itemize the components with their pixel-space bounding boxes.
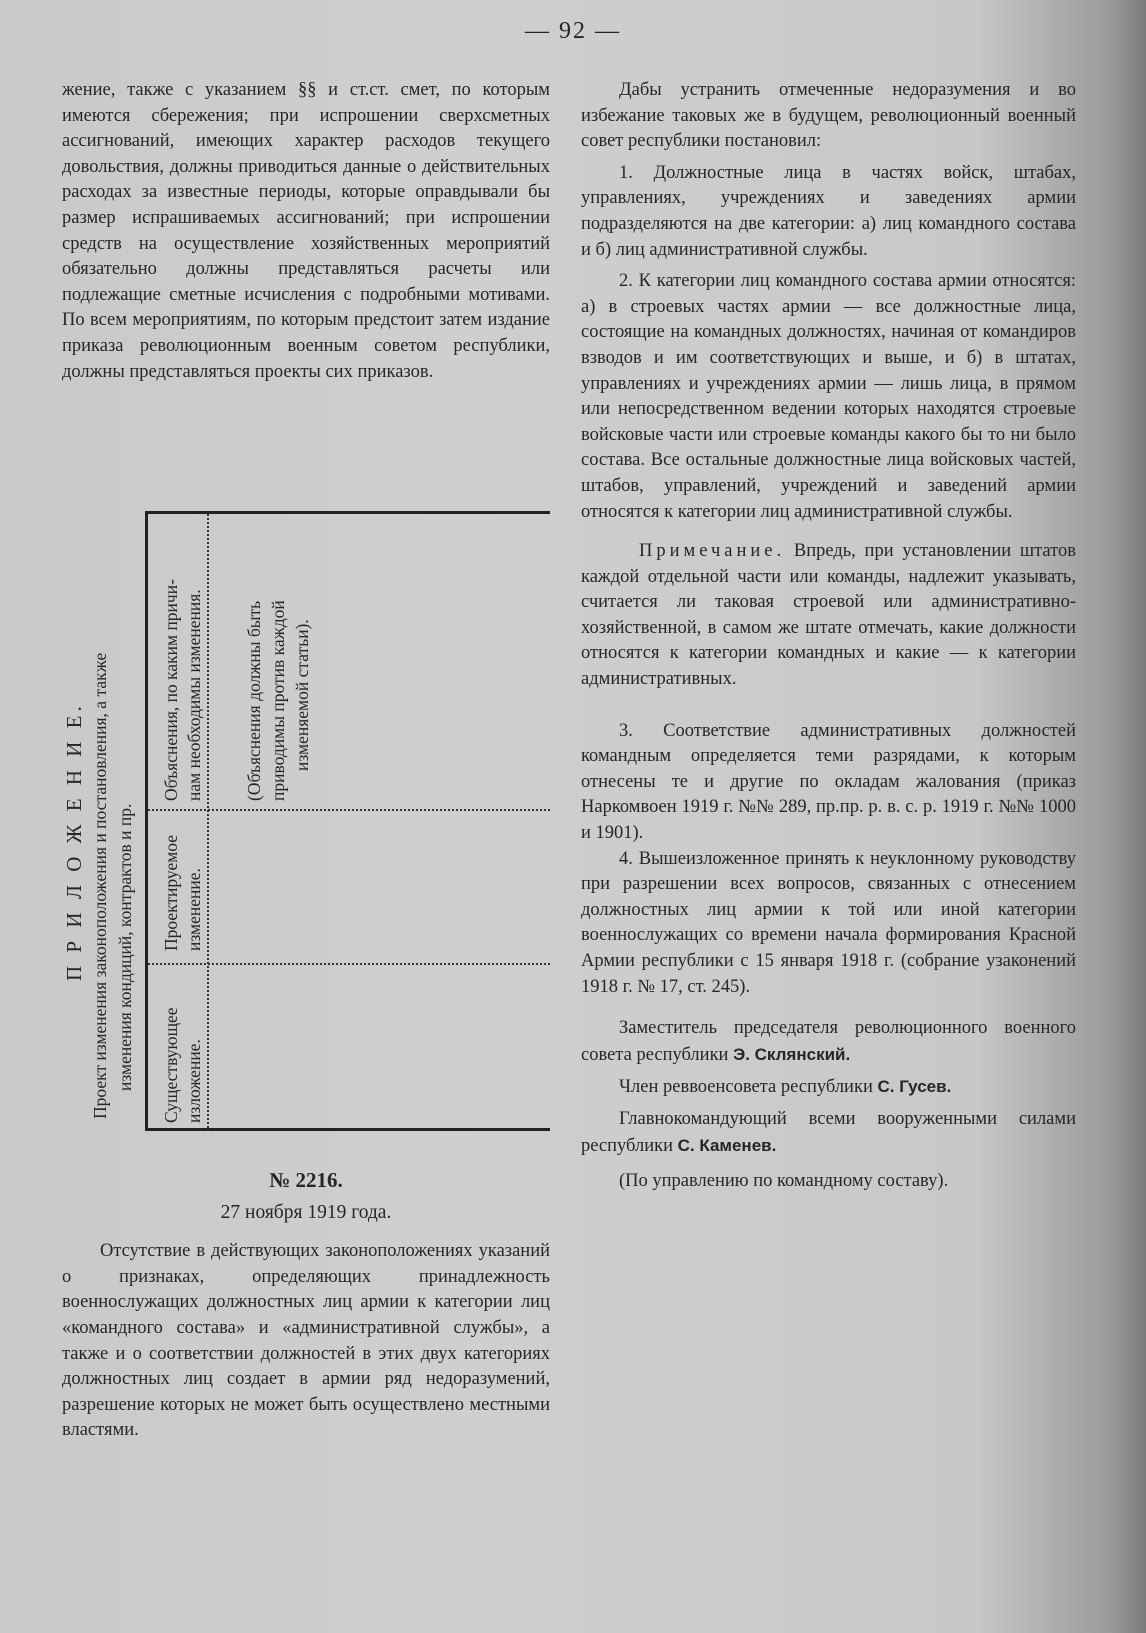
column-header-existing-2: изложение.: [184, 1039, 204, 1123]
table-inner-vrule: [207, 511, 209, 1131]
order-intro: Отсутствие в действующих законоположениях указаний о признаках, определяющих принадлежность военнослужащих должностных лиц армии к категории лиц «командного состава» и «административной службы», а также и о соответствии должностей в этих двух категориях должностных лиц создает в армии ряд недоразумений, разрешение которых не может быть осуществлено местными властями.: [62, 1241, 550, 1441]
note-paragraph: [581, 539, 1076, 693]
table-left-rule: [145, 511, 148, 1131]
left-column-top: [62, 78, 550, 385]
signature-2: [581, 1074, 1076, 1101]
note-text: Впредь, при установлении штатов каждой отдельной части или команды, надлежит указывать, считается ли таковая строевой или административно-хозяйственной, в самом же штате отмечать, какие должности относятся к категории командных и какие — к категории административных.: [581, 541, 1076, 690]
explanation-note-1: (Объяснения должны быть: [244, 600, 264, 801]
column-header-explanation: Объяснения, по каким причи-: [161, 579, 181, 801]
order-number: № 2216.: [269, 1168, 343, 1192]
page-number: — 92 —: [525, 18, 621, 44]
decree-paragraph: Дабы устранить отмеченные недоразумения и во избежание таковых же в будущем, революционный военный совет республики постановил:: [581, 80, 1076, 152]
appendix-subtitle-1: Проект изменения законоположения и постановления, а также: [90, 652, 110, 1119]
order-date: 27 ноября 1919 года.: [220, 1201, 392, 1223]
footer-note: (По управлению по командному составу).: [619, 1171, 949, 1192]
point-1: 1. Должностные лица в частях войск, штабах, управлениях, учреждениях и заведениях армии подразделяются на две категории: а) лиц командного состава и б) лиц административной службы.: [581, 162, 1076, 260]
appendix-table: [62, 511, 550, 1131]
column-header-proposed: Проектируемое: [161, 834, 181, 951]
appendix-title: П Р И Л О Ж Е Н И Е.: [62, 702, 86, 981]
table-top-rule: [145, 511, 550, 514]
right-column: [581, 78, 1076, 1195]
point-2: 2. К категории лиц командного состава армии относятся: а) в строевых частях армии — все должностные лица, состоящие на командных должностях, начиная от командиров взводов и им соответствующих и выше, и б) в штатах, управлениях и учреждениях армии — лишь лица, в прямом или непосредственном ведении которых находятся строевые войсковые части или строевые команды какого бы то ни было состава. Все остальные должностные лица войсковых частей, штабов, управлений, учреждений и заведений армии относятся к категории лиц административной службы.: [581, 271, 1076, 522]
explanation-note-3: изменяемой статьи).: [292, 619, 312, 771]
signature-1-name: Э. Склянский.: [733, 1044, 851, 1064]
column-header-explanation-2: нам необходимы изменения.: [184, 589, 204, 801]
point-4: 4. Вышеизложенное принять к неуклонному руководству при разрешении всех вопросов, связанных с отнесением должностных лиц армии к той или иной категории военнослужащих со времени начала формирования Красной Армии республики с 15 января 1918 г. (собрание узаконений 1918 г. № 17, ст. 245).: [581, 848, 1076, 997]
table-bottom-rule: [145, 1128, 550, 1131]
column-header-proposed-2: изменение.: [184, 868, 204, 951]
note-label: Примечание.: [639, 541, 786, 562]
table-row-divider-2: [148, 809, 550, 811]
order-block: [62, 1168, 550, 1444]
signature-3: [581, 1107, 1076, 1159]
signature-2-name: С. Гусев.: [877, 1077, 952, 1097]
column-header-existing: Существующее: [161, 1007, 181, 1123]
left-paragraph: жение, также с указанием §§ и ст.ст. смет, по которым имеются сбережения; при испрошении сверхсметных ассигнований, имеющих характер расходов текущего довольствия, должны приводиться данные о действительных расходах за известные периоды, которые оправдывали бы размер испрашиваемых ассигнований; при испрошении средств на осуществление хозяйственных мероприятий обязательно должны представляться расчеты или подлежащие сметные исчисления с подробными мотивами. По всем мероприятиям, по которым предстоит затем издание приказа революционным военным советом республики, должны представляться проекты сих приказов.: [62, 80, 550, 382]
table-row-divider-1: [148, 963, 550, 965]
signature-3-name: С. Каменев.: [677, 1135, 777, 1155]
signature-3-title: Главнокомандующий всеми вооруженными силами республики: [581, 1108, 1076, 1156]
signature-2-title: Член реввоенсовета республики: [619, 1077, 873, 1098]
signature-1-title: Заместитель председателя революционного военного совета республики: [581, 1018, 1076, 1065]
explanation-note-2: приводимы против каждой: [268, 600, 288, 801]
signature-1: [581, 1016, 1076, 1068]
appendix-subtitle-2: изменения кондиций, контрактов и пр.: [115, 803, 135, 1091]
point-3: 3. Соответствие административных должностей командным определяется теми разрядами, к которым отнесены те и другие по окладам жалования (приказ Наркомвоен 1919 г. №№ 289, пр.пр. р. в. с. р. 1919 г. №№ 1000 и 1901).: [581, 720, 1076, 844]
